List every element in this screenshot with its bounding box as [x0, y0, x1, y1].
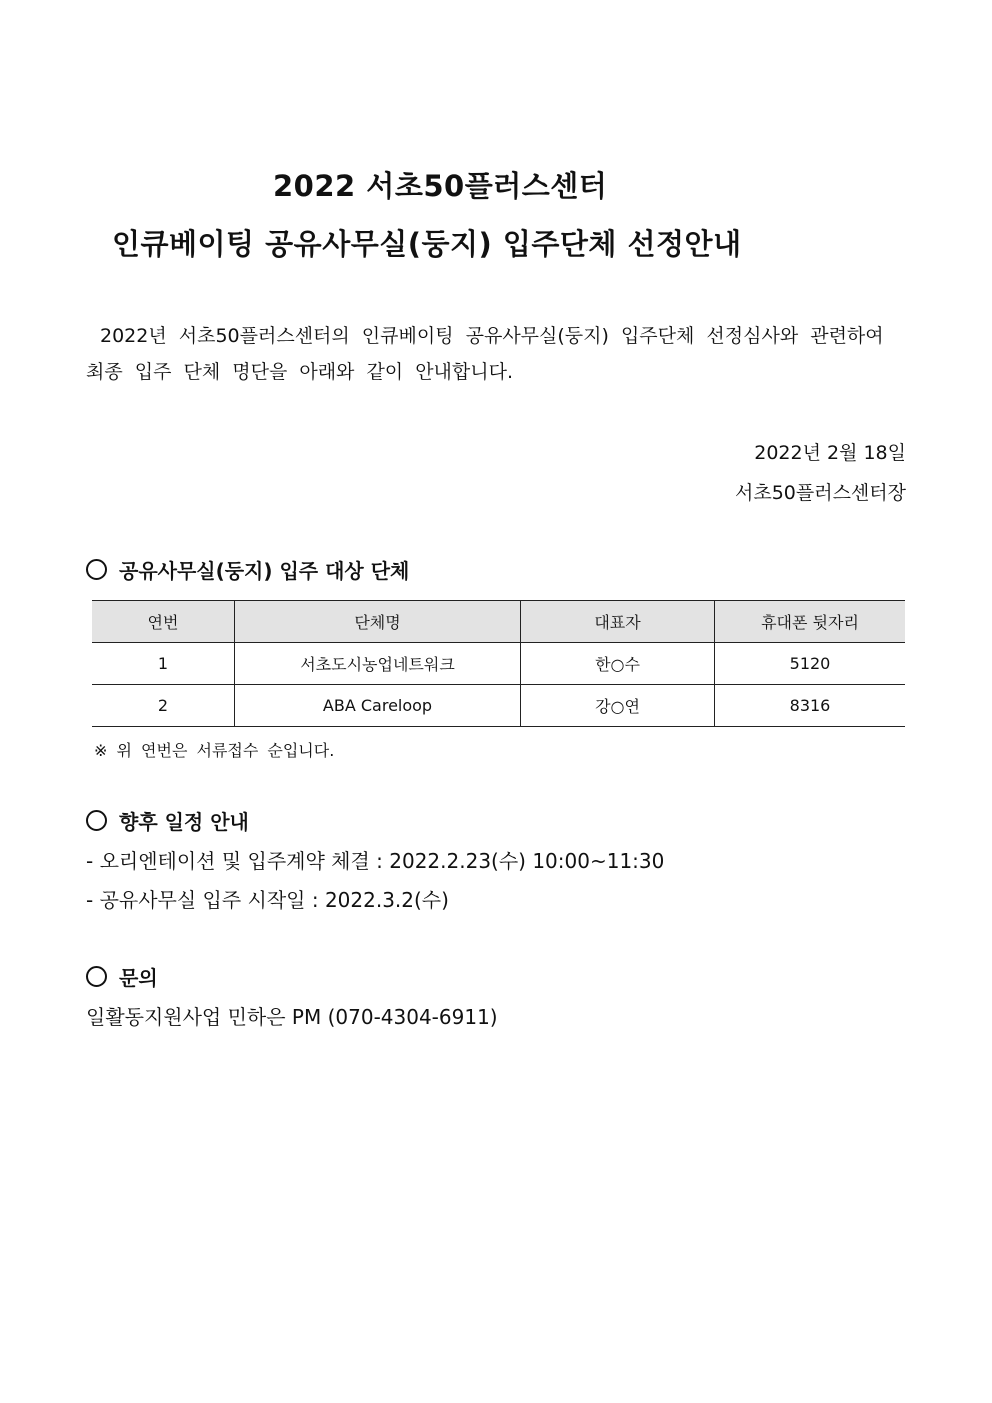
circle-bullet-icon: [86, 559, 107, 580]
section-heading-tenants: [86, 555, 409, 584]
title-line-2: 인큐베이팅 공유사무실(둥지) 입주단체 선정안내: [112, 227, 742, 261]
cell-phone-suffix: 5120: [715, 643, 906, 685]
intro-line-2: 최종 입주 단체 명단을 아래와 같이 안내합니다.: [86, 361, 514, 383]
col-header-phone-suffix: 휴대폰 뒷자리: [715, 601, 906, 643]
cell-representative: 한○수: [521, 643, 715, 685]
col-header-number: 연번: [92, 601, 235, 643]
cell-number: 2: [92, 685, 235, 727]
intro-line-1: 2022년 서초50플러스센터의 인큐베이팅 공유사무실(둥지) 입주단체 선정심사와 관련하여: [100, 325, 884, 347]
schedule-item: - 공유사무실 입주 시작일 : 2022.3.2(수): [86, 888, 449, 912]
circle-bullet-icon: [86, 966, 107, 987]
contact-info: 일활동지원사업 민하은 PM (070-4304-6911): [86, 1005, 498, 1029]
col-header-representative: 대표자: [521, 601, 715, 643]
issue-date: 2022년 2월 18일: [754, 442, 906, 464]
table-row: [92, 685, 905, 727]
section-heading-text: 문의: [119, 966, 158, 990]
table-row: [92, 643, 905, 685]
cell-number: 1: [92, 643, 235, 685]
circle-bullet-icon: [86, 810, 107, 831]
table-header-row: [92, 601, 905, 643]
schedule-item: - 오리엔테이션 및 입주계약 체결 : 2022.2.23(수) 10:00~11:30: [86, 849, 665, 873]
col-header-org-name: 단체명: [235, 601, 521, 643]
cell-org-name: ABA Careloop: [235, 685, 521, 727]
cell-phone-suffix: 8316: [715, 685, 906, 727]
section-heading-text: 공유사무실(둥지) 입주 대상 단체: [119, 559, 410, 583]
cell-representative: 강○연: [521, 685, 715, 727]
section-heading-schedule: [86, 806, 249, 835]
section-heading-text: 향후 일정 안내: [119, 810, 249, 834]
cell-org-name: 서초도시농업네트워크: [235, 643, 521, 685]
section-heading-inquiry: [86, 962, 158, 991]
title-line-1: 2022 서초50플러스센터: [273, 169, 608, 203]
table-note: ※ 위 연번은 서류접수 순입니다.: [94, 741, 335, 760]
tenant-table: [92, 600, 905, 727]
issuer-name: 서초50플러스센터장: [734, 482, 906, 504]
intro-paragraph: [86, 318, 908, 390]
